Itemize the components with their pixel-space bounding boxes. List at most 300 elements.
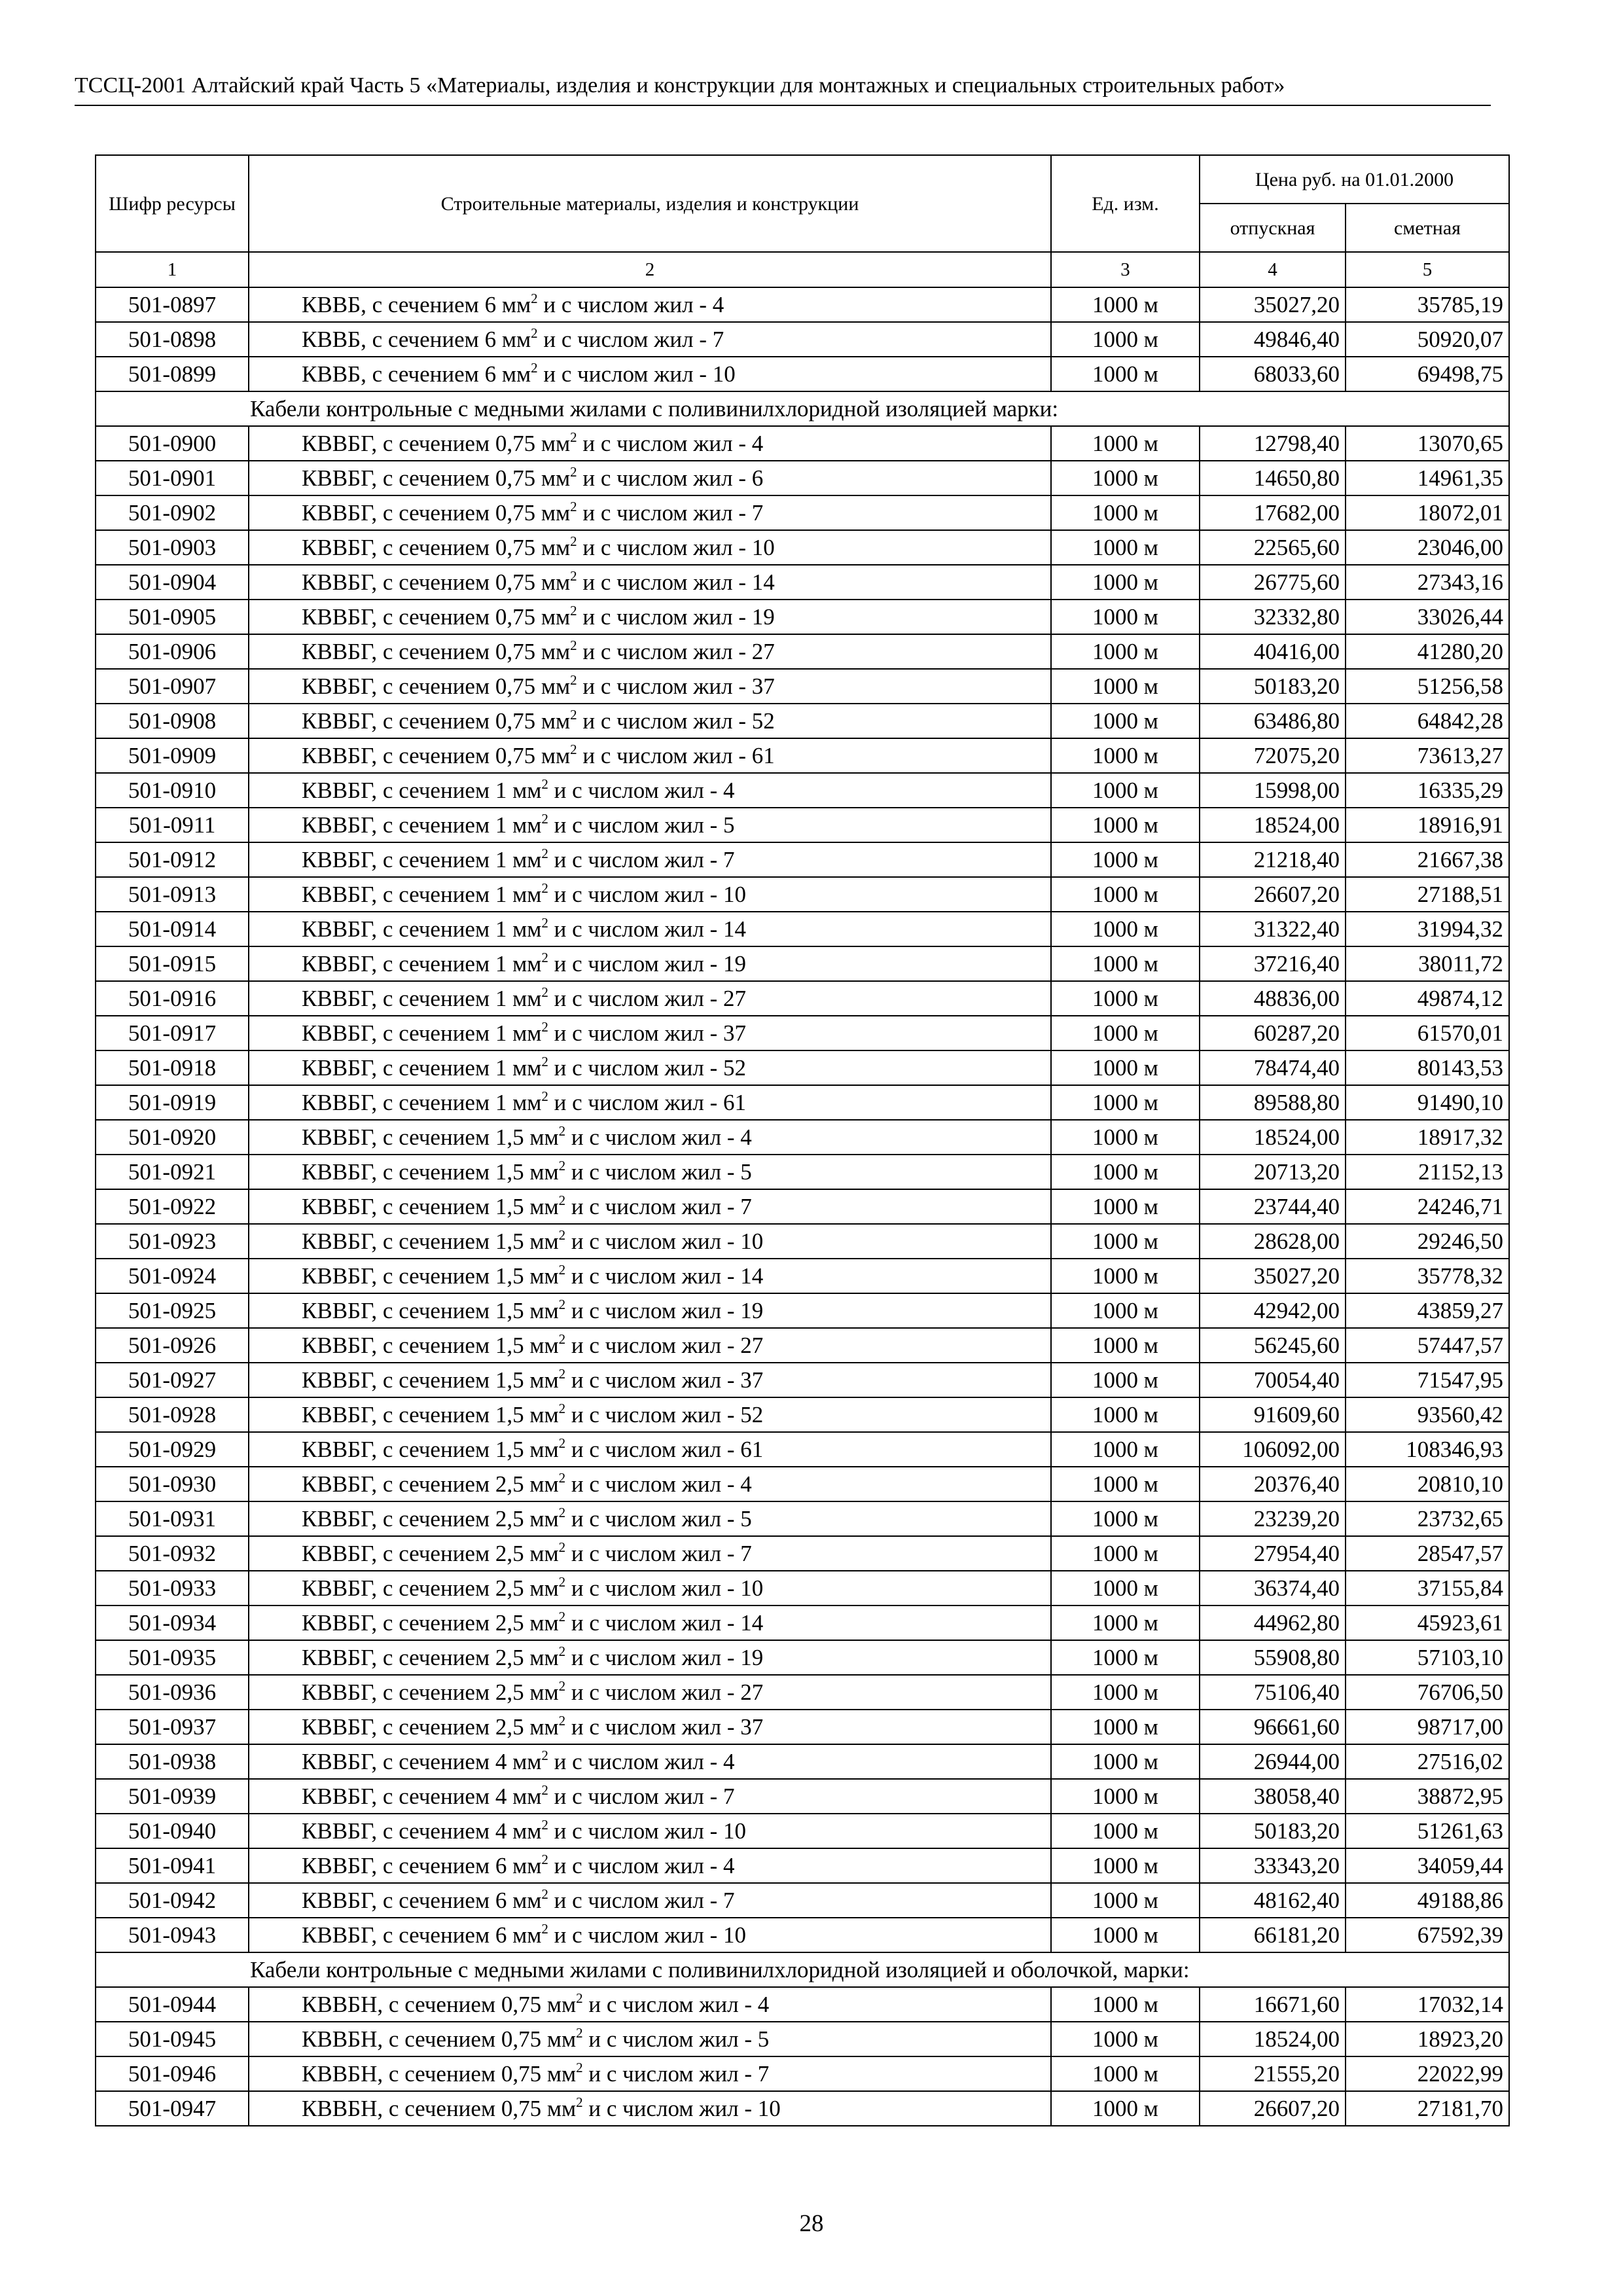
material-name: [249, 2056, 1051, 2091]
release-price: 21555,20: [1200, 2056, 1346, 2091]
name-text: КВВБГ, с сечением 2,5 мм: [302, 1575, 559, 1601]
name-text-tail: и с числом жил - 19: [565, 1298, 764, 1323]
estimate-price: 71547,95: [1346, 1363, 1509, 1397]
estimate-price: 18072,01: [1346, 495, 1509, 530]
unit-cell: 1000 м: [1051, 600, 1200, 634]
square-superscript: 2: [558, 1470, 566, 1486]
table-row: [96, 842, 1509, 877]
square-superscript: 2: [570, 707, 577, 723]
release-price: 35027,20: [1200, 287, 1346, 322]
name-text: КВВБГ, с сечением 2,5 мм: [302, 1645, 559, 1670]
name-text-tail: и с числом жил - 10: [548, 882, 747, 907]
release-price: 72075,20: [1200, 738, 1346, 773]
name-text-tail: и с числом жил - 5: [565, 1159, 752, 1185]
estimate-price: 38011,72: [1346, 946, 1509, 981]
table-row: [96, 1605, 1509, 1640]
unit-cell: 1000 м: [1051, 1224, 1200, 1259]
release-price: 18524,00: [1200, 808, 1346, 842]
table-row: [96, 669, 1509, 704]
square-superscript: 2: [541, 1782, 548, 1798]
name-text: КВВБ, с сечением 6 мм: [302, 292, 531, 317]
table-row: [96, 495, 1509, 530]
table-body: [96, 287, 1509, 2126]
material-name: [249, 1675, 1051, 1710]
unit-cell: 1000 м: [1051, 1432, 1200, 1467]
estimate-price: 57103,10: [1346, 1640, 1509, 1675]
release-price: 18524,00: [1200, 1120, 1346, 1155]
resource-code: 501-0920: [96, 1120, 249, 1155]
square-superscript: 2: [541, 950, 548, 965]
name-text: КВВБГ, с сечением 0,75 мм: [302, 604, 571, 630]
unit-cell: 1000 м: [1051, 704, 1200, 738]
name-text: КВВБГ, с сечением 0,75 мм: [302, 465, 571, 491]
estimate-price: 35785,19: [1346, 287, 1509, 322]
table-row: [96, 1189, 1509, 1224]
unit-cell: 1000 м: [1051, 322, 1200, 357]
section-title: Кабели контрольные с медными жилами с поливинилхлоридной изоляцией марки:: [96, 391, 1509, 426]
column-number: 5: [1346, 252, 1509, 287]
name-text-tail: и с числом жил - 37: [548, 1020, 747, 1046]
estimate-price: 49188,86: [1346, 1883, 1509, 1918]
release-price: 44962,80: [1200, 1605, 1346, 1640]
material-name: [249, 1363, 1051, 1397]
price-table: [95, 154, 1510, 2126]
square-superscript: 2: [570, 603, 577, 619]
resource-code: 501-0914: [96, 912, 249, 946]
estimate-price: 80143,53: [1346, 1050, 1509, 1085]
estimate-price: 49874,12: [1346, 981, 1509, 1016]
release-price: 16671,60: [1200, 1987, 1346, 2022]
release-price: 56245,60: [1200, 1328, 1346, 1363]
table-row: [96, 1432, 1509, 1467]
release-price: 68033,60: [1200, 357, 1346, 391]
release-price: 26607,20: [1200, 2091, 1346, 2126]
name-text-tail: и с числом жил - 10: [582, 2096, 781, 2121]
estimate-price: 50920,07: [1346, 322, 1509, 357]
material-name: [249, 1987, 1051, 2022]
resource-code: 501-0899: [96, 357, 249, 391]
table-row: [96, 1467, 1509, 1501]
name-text: КВВБГ, с сечением 6 мм: [302, 1888, 542, 1913]
unit-cell: 1000 м: [1051, 1397, 1200, 1432]
table-row: [96, 1675, 1509, 1710]
name-text-tail: и с числом жил - 19: [565, 1645, 764, 1670]
header-release-price: отпускная: [1200, 204, 1346, 252]
material-name: [249, 1536, 1051, 1571]
square-superscript: 2: [558, 1193, 566, 1208]
square-superscript: 2: [558, 1123, 566, 1139]
square-superscript: 2: [558, 1227, 566, 1243]
name-text-tail: и с числом жил - 5: [565, 1506, 752, 1532]
material-name: [249, 912, 1051, 946]
material-name: [249, 634, 1051, 669]
square-superscript: 2: [558, 1643, 566, 1659]
resource-code: 501-0909: [96, 738, 249, 773]
name-text: КВВБН, с сечением 0,75 мм: [302, 2026, 577, 2052]
name-text: КВВБГ, с сечением 0,75 мм: [302, 743, 571, 768]
material-name: [249, 495, 1051, 530]
name-text-tail: и с числом жил - 61: [577, 743, 775, 768]
release-price: 26607,20: [1200, 877, 1346, 912]
square-superscript: 2: [570, 742, 577, 757]
material-name: [249, 2022, 1051, 2056]
unit-cell: 1000 м: [1051, 2091, 1200, 2126]
release-price: 50183,20: [1200, 669, 1346, 704]
square-superscript: 2: [570, 568, 577, 584]
table-row: [96, 773, 1509, 808]
estimate-price: 13070,65: [1346, 426, 1509, 461]
unit-cell: 1000 м: [1051, 1467, 1200, 1501]
table-row: [96, 1397, 1509, 1432]
release-price: 22565,60: [1200, 530, 1346, 565]
unit-cell: 1000 м: [1051, 808, 1200, 842]
estimate-price: 18923,20: [1346, 2022, 1509, 2056]
name-text: КВВБН, с сечением 0,75 мм: [302, 2061, 577, 2087]
square-superscript: 2: [541, 1886, 548, 1902]
release-price: 42942,00: [1200, 1293, 1346, 1328]
release-price: 36374,40: [1200, 1571, 1346, 1605]
square-superscript: 2: [570, 672, 577, 688]
name-text-tail: и с числом жил - 7: [577, 500, 764, 526]
name-text-tail: и с числом жил - 37: [565, 1714, 764, 1740]
name-text: КВВБГ, с сечением 0,75 мм: [302, 673, 571, 699]
unit-cell: 1000 м: [1051, 1189, 1200, 1224]
square-superscript: 2: [541, 880, 548, 896]
name-text: КВВБГ, с сечением 0,75 мм: [302, 569, 571, 595]
name-text-tail: и с числом жил - 7: [565, 1194, 752, 1219]
name-text: КВВБГ, с сечением 1 мм: [302, 916, 542, 942]
material-name: [249, 1710, 1051, 1744]
estimate-price: 28547,57: [1346, 1536, 1509, 1571]
release-price: 12798,40: [1200, 426, 1346, 461]
material-name: [249, 1918, 1051, 1952]
name-text-tail: и с числом жил - 4: [548, 1749, 735, 1774]
resource-code: 501-0938: [96, 1744, 249, 1779]
resource-code: 501-0915: [96, 946, 249, 981]
name-text: КВВБГ, с сечением 6 мм: [302, 1922, 542, 1948]
resource-code: 501-0913: [96, 877, 249, 912]
name-text-tail: и с числом жил - 4: [537, 292, 724, 317]
name-text-tail: и с числом жил - 5: [548, 812, 735, 838]
unit-cell: 1000 м: [1051, 669, 1200, 704]
material-name: [249, 2091, 1051, 2126]
material-name: [249, 426, 1051, 461]
release-price: 40416,00: [1200, 634, 1346, 669]
material-name: [249, 1848, 1051, 1883]
resource-code: 501-0901: [96, 461, 249, 495]
release-price: 32332,80: [1200, 600, 1346, 634]
resource-code: 501-0943: [96, 1918, 249, 1952]
table-row: [96, 1744, 1509, 1779]
name-text: КВВБГ, с сечением 4 мм: [302, 1749, 542, 1774]
table-row: [96, 1501, 1509, 1536]
material-name: [249, 322, 1051, 357]
table-row: [96, 946, 1509, 981]
name-text: КВВБГ, с сечением 1,5 мм: [302, 1263, 559, 1289]
unit-cell: 1000 м: [1051, 634, 1200, 669]
resource-code: 501-0916: [96, 981, 249, 1016]
material-name: [249, 704, 1051, 738]
square-superscript: 2: [576, 2025, 583, 2041]
unit-cell: 1000 м: [1051, 1848, 1200, 1883]
name-text-tail: и с числом жил - 7: [582, 2061, 770, 2087]
material-name: [249, 1467, 1051, 1501]
name-text: КВВБГ, с сечением 1,5 мм: [302, 1229, 559, 1254]
resource-code: 501-0900: [96, 426, 249, 461]
table-row: [96, 357, 1509, 391]
name-text-tail: и с числом жил - 10: [565, 1575, 764, 1601]
section-row: [96, 1952, 1509, 1987]
unit-cell: 1000 м: [1051, 738, 1200, 773]
material-name: [249, 1050, 1051, 1085]
name-text-tail: и с числом жил - 5: [582, 2026, 770, 2052]
estimate-price: 31994,32: [1346, 912, 1509, 946]
square-superscript: 2: [576, 1990, 583, 2006]
release-price: 17682,00: [1200, 495, 1346, 530]
estimate-price: 27516,02: [1346, 1744, 1509, 1779]
name-text: КВВБГ, с сечением 1 мм: [302, 1055, 542, 1081]
release-price: 38058,40: [1200, 1779, 1346, 1814]
square-superscript: 2: [541, 1748, 548, 1763]
table-row: [96, 1259, 1509, 1293]
table-row: [96, 426, 1509, 461]
resource-code: 501-0925: [96, 1293, 249, 1328]
release-price: 20713,20: [1200, 1155, 1346, 1189]
unit-cell: 1000 м: [1051, 1328, 1200, 1363]
name-text-tail: и с числом жил - 19: [548, 951, 747, 977]
estimate-price: 41280,20: [1346, 634, 1509, 669]
name-text-tail: и с числом жил - 4: [582, 1992, 770, 2017]
resource-code: 501-0910: [96, 773, 249, 808]
estimate-price: 24246,71: [1346, 1189, 1509, 1224]
material-name: [249, 287, 1051, 322]
estimate-price: 37155,84: [1346, 1571, 1509, 1605]
unit-cell: 1000 м: [1051, 1155, 1200, 1189]
unit-cell: 1000 м: [1051, 946, 1200, 981]
table-row: [96, 2022, 1509, 2056]
material-name: [249, 1814, 1051, 1848]
name-text: КВВБГ, с сечением 2,5 мм: [302, 1506, 559, 1532]
unit-cell: 1000 м: [1051, 773, 1200, 808]
resource-code: 501-0919: [96, 1085, 249, 1120]
unit-cell: 1000 м: [1051, 1883, 1200, 1918]
name-text: КВВБ, с сечением 6 мм: [302, 327, 531, 352]
material-name: [249, 1328, 1051, 1363]
estimate-price: 23732,65: [1346, 1501, 1509, 1536]
name-text: КВВБГ, с сечением 0,75 мм: [302, 708, 571, 734]
estimate-price: 23046,00: [1346, 530, 1509, 565]
table-row: [96, 1848, 1509, 1883]
resource-code: 501-0917: [96, 1016, 249, 1050]
unit-cell: 1000 м: [1051, 1814, 1200, 1848]
estimate-price: 61570,01: [1346, 1016, 1509, 1050]
estimate-price: 98717,00: [1346, 1710, 1509, 1744]
square-superscript: 2: [531, 291, 538, 306]
resource-code: 501-0947: [96, 2091, 249, 2126]
estimate-price: 14961,35: [1346, 461, 1509, 495]
release-price: 49846,40: [1200, 322, 1346, 357]
name-text-tail: и с числом жил - 10: [548, 1818, 747, 1844]
square-superscript: 2: [558, 1609, 566, 1624]
material-name: [249, 1605, 1051, 1640]
estimate-price: 16335,29: [1346, 773, 1509, 808]
resource-code: 501-0918: [96, 1050, 249, 1085]
name-text-tail: и с числом жил - 7: [537, 327, 724, 352]
square-superscript: 2: [541, 984, 548, 1000]
name-text: КВВБГ, с сечением 6 мм: [302, 1853, 542, 1878]
estimate-price: 17032,14: [1346, 1987, 1509, 2022]
table-row: [96, 808, 1509, 842]
table-row: [96, 1224, 1509, 1259]
name-text: КВВБГ, с сечением 2,5 мм: [302, 1714, 559, 1740]
square-superscript: 2: [558, 1574, 566, 1590]
name-text-tail: и с числом жил - 37: [565, 1367, 764, 1393]
unit-cell: 1000 м: [1051, 1675, 1200, 1710]
name-text-tail: и с числом жил - 7: [548, 847, 735, 872]
unit-cell: 1000 м: [1051, 1016, 1200, 1050]
unit-cell: 1000 м: [1051, 1918, 1200, 1952]
material-name: [249, 1779, 1051, 1814]
table-row: [96, 1883, 1509, 1918]
material-name: [249, 842, 1051, 877]
square-superscript: 2: [558, 1158, 566, 1174]
name-text: КВВБГ, с сечением 1 мм: [302, 986, 542, 1011]
name-text-tail: и с числом жил - 4: [565, 1124, 752, 1150]
estimate-price: 21667,38: [1346, 842, 1509, 877]
table-row: [96, 322, 1509, 357]
material-name: [249, 530, 1051, 565]
material-name: [249, 357, 1051, 391]
name-text-tail: и с числом жил - 4: [548, 1853, 735, 1878]
name-text-tail: и с числом жил - 27: [565, 1333, 764, 1358]
resource-code: 501-0945: [96, 2022, 249, 2056]
square-superscript: 2: [558, 1435, 566, 1451]
square-superscript: 2: [541, 1019, 548, 1035]
square-superscript: 2: [531, 360, 538, 376]
square-superscript: 2: [541, 776, 548, 792]
table-row: [96, 634, 1509, 669]
estimate-price: 38872,95: [1346, 1779, 1509, 1814]
unit-cell: 1000 м: [1051, 426, 1200, 461]
name-text-tail: и с числом жил - 27: [577, 639, 775, 664]
material-name: [249, 1293, 1051, 1328]
estimate-price: 29246,50: [1346, 1224, 1509, 1259]
name-text: КВВБГ, с сечением 1,5 мм: [302, 1194, 559, 1219]
square-superscript: 2: [541, 1817, 548, 1833]
table-row: [96, 1363, 1509, 1397]
name-text-tail: и с числом жил - 14: [577, 569, 775, 595]
resource-code: 501-0946: [96, 2056, 249, 2091]
estimate-price: 18917,32: [1346, 1120, 1509, 1155]
name-text: КВВБГ, с сечением 1 мм: [302, 812, 542, 838]
name-text: КВВБГ, с сечением 1,5 мм: [302, 1402, 559, 1427]
unit-cell: 1000 м: [1051, 1363, 1200, 1397]
name-text: КВВБГ, с сечением 0,75 мм: [302, 500, 571, 526]
square-superscript: 2: [541, 811, 548, 827]
unit-cell: 1000 м: [1051, 565, 1200, 600]
material-name: [249, 1397, 1051, 1432]
table-row: [96, 1155, 1509, 1189]
table-row: [96, 1016, 1509, 1050]
name-text-tail: и с числом жил - 61: [548, 1090, 747, 1115]
table-row: [96, 1328, 1509, 1363]
square-superscript: 2: [558, 1366, 566, 1382]
resource-code: 501-0933: [96, 1571, 249, 1605]
table-row: [96, 530, 1509, 565]
name-text-tail: и с числом жил - 10: [577, 535, 775, 560]
resource-code: 501-0942: [96, 1883, 249, 1918]
square-superscript: 2: [558, 1331, 566, 1347]
material-name: [249, 981, 1051, 1016]
name-text-tail: и с числом жил - 4: [548, 778, 735, 803]
resource-code: 501-0940: [96, 1814, 249, 1848]
name-text: КВВБГ, с сечением 1 мм: [302, 1020, 542, 1046]
name-text: КВВБГ, с сечением 1 мм: [302, 882, 542, 907]
header-unit: Ед. изм.: [1051, 155, 1200, 252]
table-row: [96, 704, 1509, 738]
resource-code: 501-0932: [96, 1536, 249, 1571]
name-text-tail: и с числом жил - 7: [548, 1888, 735, 1913]
table-row: [96, 1640, 1509, 1675]
unit-cell: 1000 м: [1051, 287, 1200, 322]
material-name: [249, 1501, 1051, 1536]
resource-code: 501-0931: [96, 1501, 249, 1536]
material-name: [249, 773, 1051, 808]
release-price: 23239,20: [1200, 1501, 1346, 1536]
name-text-tail: и с числом жил - 7: [548, 1784, 735, 1809]
resource-code: 501-0941: [96, 1848, 249, 1883]
square-superscript: 2: [541, 1852, 548, 1867]
header-name: Строительные материалы, изделия и конструкции: [249, 155, 1051, 252]
square-superscript: 2: [558, 1505, 566, 1520]
unit-cell: 1000 м: [1051, 1085, 1200, 1120]
name-text-tail: и с числом жил - 52: [565, 1402, 764, 1427]
material-name: [249, 946, 1051, 981]
estimate-price: 51256,58: [1346, 669, 1509, 704]
resource-code: 501-0923: [96, 1224, 249, 1259]
unit-cell: 1000 м: [1051, 2022, 1200, 2056]
resource-code: 501-0904: [96, 565, 249, 600]
name-text-tail: и с числом жил - 14: [565, 1610, 764, 1636]
name-text-tail: и с числом жил - 14: [565, 1263, 764, 1289]
release-price: 18524,00: [1200, 2022, 1346, 2056]
table-row: [96, 1987, 1509, 2022]
resource-code: 501-0897: [96, 287, 249, 322]
estimate-price: 76706,50: [1346, 1675, 1509, 1710]
name-text-tail: и с числом жил - 52: [577, 708, 775, 734]
release-price: 31322,40: [1200, 912, 1346, 946]
name-text-tail: и с числом жил - 27: [548, 986, 747, 1011]
page-number: 28: [799, 2210, 824, 2237]
material-name: [249, 1120, 1051, 1155]
resource-code: 501-0902: [96, 495, 249, 530]
resource-code: 501-0939: [96, 1779, 249, 1814]
unit-cell: 1000 м: [1051, 842, 1200, 877]
unit-cell: 1000 м: [1051, 1050, 1200, 1085]
table-row: [96, 2056, 1509, 2091]
release-price: 91609,60: [1200, 1397, 1346, 1432]
table-row: [96, 1536, 1509, 1571]
name-text-tail: и с числом жил - 4: [565, 1471, 752, 1497]
name-text: КВВБГ, с сечением 1,5 мм: [302, 1367, 559, 1393]
square-superscript: 2: [558, 1539, 566, 1555]
unit-cell: 1000 м: [1051, 1293, 1200, 1328]
name-text: КВВБГ, с сечением 1,5 мм: [302, 1333, 559, 1358]
resource-code: 501-0928: [96, 1397, 249, 1432]
resource-code: 501-0906: [96, 634, 249, 669]
name-text-tail: и с числом жил - 52: [548, 1055, 747, 1081]
name-text-tail: и с числом жил - 10: [548, 1922, 747, 1948]
